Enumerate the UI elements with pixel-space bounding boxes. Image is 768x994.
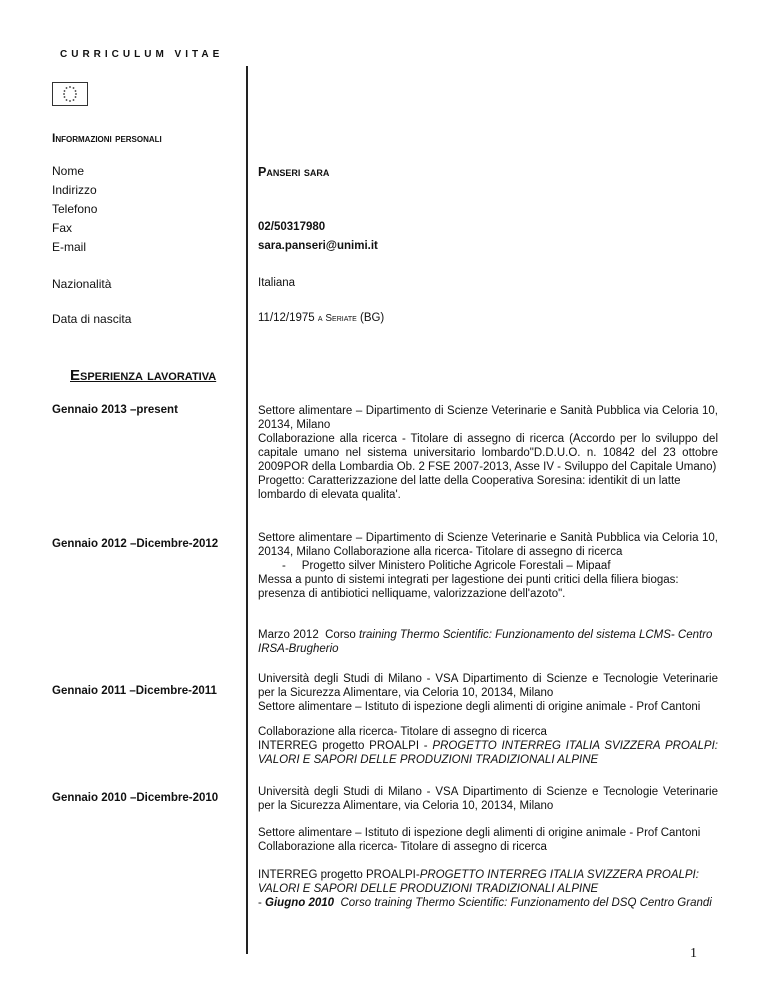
- cv-title: CURRICULUM VITAE: [60, 49, 224, 60]
- birth-date: 11/12/1975: [258, 312, 318, 324]
- course-note: [258, 628, 718, 656]
- entry-sector: [258, 826, 718, 854]
- course-prefix: Marzo 2012 Corso: [258, 629, 359, 641]
- nationality-value: Italiana: [258, 277, 296, 289]
- nationality-label: Nazionalità: [52, 277, 112, 291]
- personal-info-heading: Informazioni personali: [52, 131, 162, 145]
- entry-date: Gennaio 2010 –Dicembre-2010: [52, 792, 219, 804]
- email-value: sara.panseri@unimi.it: [258, 240, 378, 252]
- entry-description: [258, 404, 718, 502]
- interreg-title: PROGETTO INTERREG ITALIA SVIZZERA PROALPI: VALORI E SAPORI DELLE PRODUZIONI TRADIZIONALI ALPINE: [258, 740, 718, 766]
- course-dash: -: [258, 897, 266, 909]
- entry-line: Collaborazione alla ricerca - Titolare di assegno di ricerca (Accordo per lo sviluppo del capitale umano nel sistema universitario lombardo"D.D.U.O. n. 10842 del 23 ottobre 2009POR della Lombardia Ob. 2 FSE 2007-2013, Asse IV - Sviluppo del Capitale Umano): [258, 433, 718, 473]
- interreg-prefix: INTERREG progetto PROALPI-: [258, 869, 420, 881]
- entry-bullet: - Progetto silver Ministero Politiche Agricole Forestali – Mipaaf: [282, 560, 611, 572]
- phone-label: Telefono: [52, 202, 98, 216]
- entry-description: [258, 785, 718, 813]
- fax-label: Fax: [52, 221, 73, 235]
- page-number: 1: [690, 946, 697, 961]
- entry-line: Settore alimentare – Dipartimento di Scienze Veterinarie e Sanità Pubblica via Celoria 10, 20134, Milano Collaborazione alla ricerca- Titolare di assegno di ricerca: [258, 532, 718, 558]
- entry-line: Settore alimentare – Dipartimento di Scienze Veterinarie e Sanità Pubblica via Celoria 10, 20134, Milano: [258, 405, 718, 431]
- experience-heading: Esperienza lavorativa: [70, 367, 217, 384]
- birth-province: (BG): [356, 312, 385, 324]
- interreg-prefix: INTERREG progetto PROALPI -: [258, 740, 433, 752]
- birth-value: [258, 312, 384, 324]
- entry-date: Gennaio 2013 –present: [52, 404, 178, 416]
- entry-date: Gennaio 2012 –Dicembre-2012: [52, 538, 219, 550]
- column-divider: [246, 66, 248, 954]
- interreg-title: PROGETTO INTERREG ITALIA SVIZZERA PROALPI: VALORI E SAPORI DELLE PRODUZIONI TRADIZIONALI ALPINE: [258, 869, 699, 895]
- birth-place: a Seriate: [317, 313, 357, 324]
- entry-project: [258, 725, 718, 767]
- entry-project: [258, 868, 718, 910]
- course-title: training Thermo Scientific: Funzionamento del sistema LCMS- Centro IRSA-Brugherio: [258, 629, 713, 655]
- name-label: Nome: [52, 164, 85, 178]
- sector-line: Settore alimentare – Istituto di ispezione degli alimenti di origine animale - Prof Cantoni: [258, 827, 701, 839]
- entry-line: Settore alimentare – Istituto di ispezione degli alimenti di origine animale - Prof Cantoni: [258, 701, 701, 713]
- entry-description: [258, 531, 718, 601]
- entry-line: Messa a punto di sistemi integrati per lagestione dei punti critici della filiera biogas: presenza di antibiotici nelliquame, valorizzazione dell'azoto".: [258, 574, 679, 600]
- eu-stars-icon: [53, 83, 87, 105]
- email-label: E-mail: [52, 240, 87, 254]
- address-label: Indirizzo: [52, 183, 97, 197]
- entry-line: Università degli Studi di Milano - VSA Dipartimento di Scienze e Tecnologie Veterinarie per la Sicurezza Alimentare, via Celoria 10, 20134, Milano: [258, 786, 718, 812]
- entry-line: Università degli Studi di Milano - VSA Dipartimento di Scienze e Tecnologie Veterinarie per la Sicurezza Alimentare, via Celoria 10, 20134, Milano: [258, 673, 718, 699]
- eu-flag-icon: [52, 82, 88, 106]
- course-date: Giugno 2010: [265, 897, 335, 909]
- entry-description: [258, 672, 718, 714]
- entry-line: Progetto: Caratterizzazione del latte della Cooperativa Soresina: identikit di un latte lombardo di elevata qualita'.: [258, 475, 681, 501]
- birth-label: Data di nascita: [52, 312, 132, 326]
- entry-date: Gennaio 2011 –Dicembre-2011: [52, 685, 217, 697]
- name-value: Panseri sara: [258, 165, 330, 179]
- fax-value: 02/50317980: [258, 221, 326, 233]
- collab-line: Collaborazione alla ricerca- Titolare di assegno di ricerca: [258, 726, 547, 738]
- collab-line: Collaborazione alla ricerca- Titolare di assegno di ricerca: [258, 841, 547, 853]
- course-title: Corso training Thermo Scientific: Funzionamento del DSQ Centro Grandi: [334, 897, 712, 909]
